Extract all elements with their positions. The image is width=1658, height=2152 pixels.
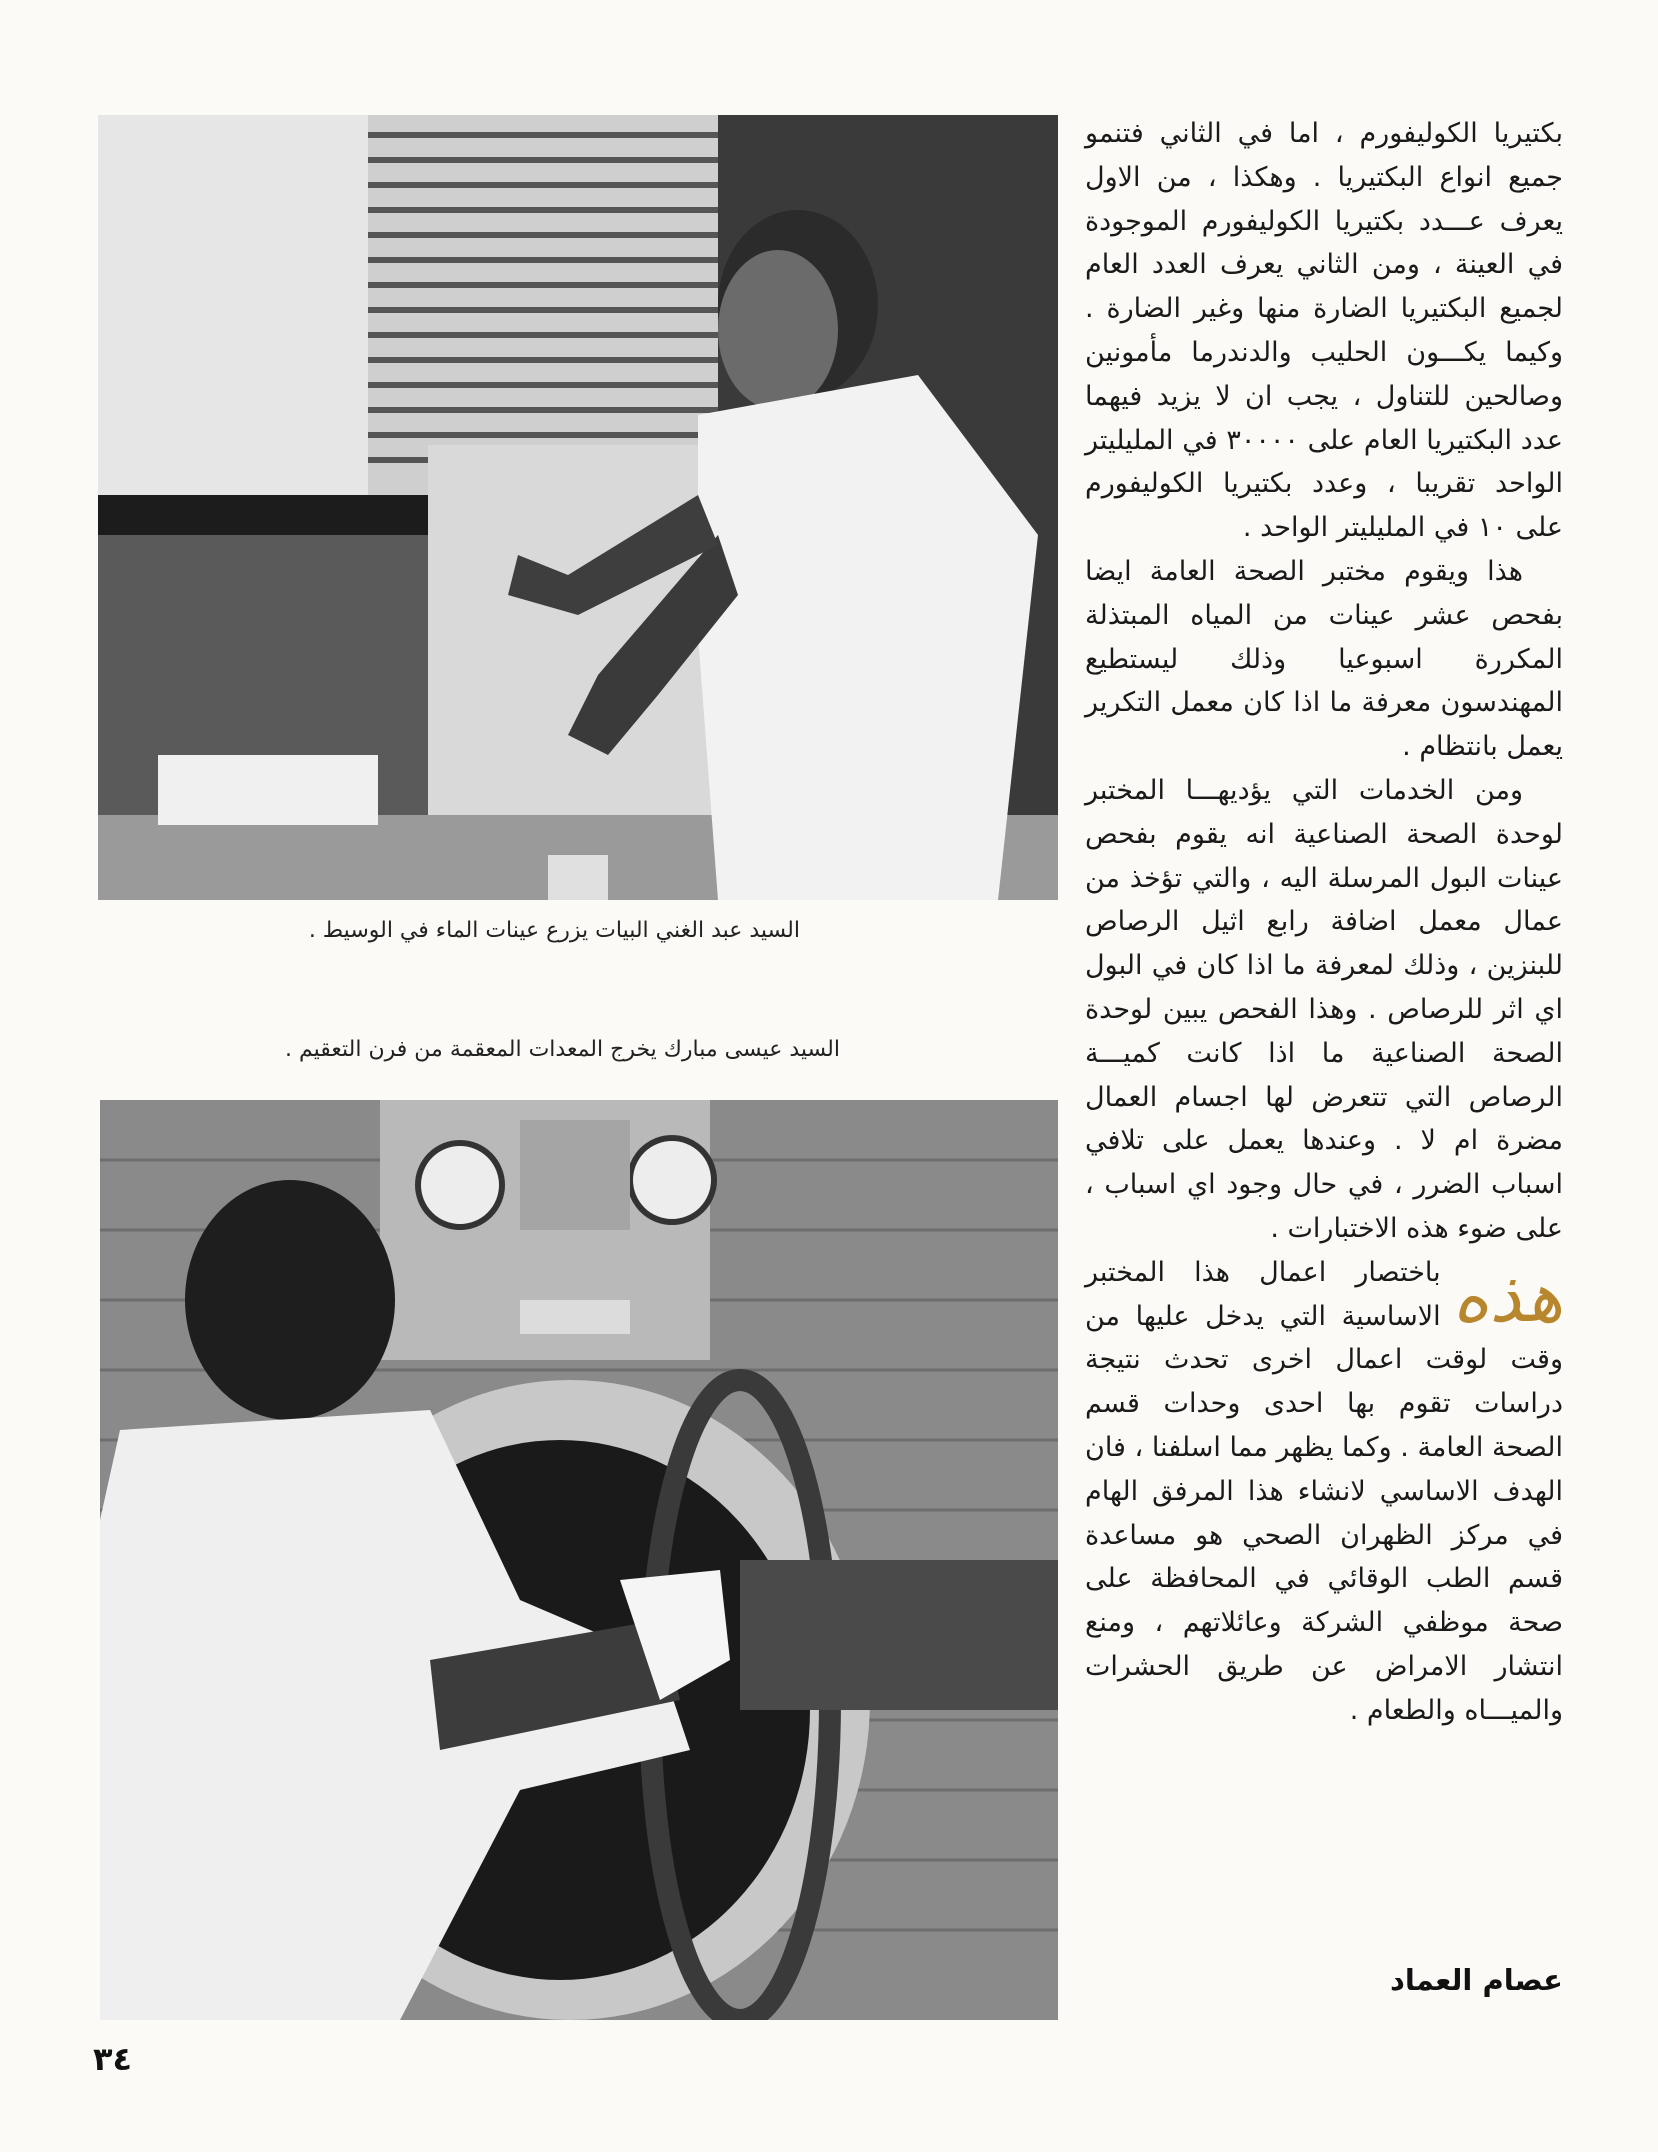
article-paragraph-4: باختصار اعمال هذا المختبر الاساسية التي يدخل عليها من وقت لوقت اعمال اخرى تحدث نتيجة دراسات تقوم بها احدى وحدات قسم الصحة العامة . وكما يظهر مما اسلفنا ، فان الهدف الاساسي لانشاء هذا المرفق الهام في مركز الظهران الصحي هو مساعدة قسم الطب الوقائي في المحافظة على صحة موظفي الشركة وعائلاتهم ، ومنع انتشار الامراض عن طريق الحشرات والميـــاه والطعام . <box>1084 1256 1563 1726</box>
lab-technician-photo <box>98 115 1058 900</box>
drop-cap: هذه <box>1452 1255 1563 1338</box>
article-paragraph-2: هذا ويقوم مختبر الصحة العامة ايضا بفحص عشر عينات من المياه المبتذلة المكررة اسبوعيا وذلك ليستطيع المهندسون معرفة ما اذا كان معمل التكرير يعمل بانتظام . <box>1085 555 1563 763</box>
autoclave-photo <box>100 1100 1058 2020</box>
author-byline: عصام العماد <box>1389 1963 1563 1997</box>
photo-caption-bottom: السيد عيسى مبارك يخرج المعدات المعقمة من فرن التعقيم . <box>285 1037 840 1062</box>
photo-caption-top: السيد عبد الغني البيات يزرع عينات الماء في الوسيط . <box>308 918 800 943</box>
article-paragraph-1: بكتيريا الكوليفورم ، اما في الثاني فتنمو جميع انواع البكتيريا . وهكذا ، من الاول يعرف عـــدد بكتيريا الكوليفورم الموجودة في العينة ، ومن الثاني يعرف العدد العام لجميع البكتيريا الضارة منها وغير الضارة . وكيما يكـــون الحليب والدندرما مأمونين وصالحين للتناول ، يجب ان لا يزيد فيهما عدد البكتيريا العام على ٣٠٠٠٠ في المليليتر الواحد تقريبا ، وعدد بكتيريا الكوليفورم على ١٠ في المليليتر الواحد . <box>1085 118 1564 544</box>
article-paragraph-3: ومن الخدمات التي يؤديهـــا المختبر لوحدة الصحة الصناعية انه يقوم بفحص عينات البول المرسلة اليه ، والتي تؤخذ من عمال معمل اضافة رابع اثيل الرصاص للبنزين ، وذلك لمعرفة ما اذا كان في البول اي اثر للرصاص . وهذا الفحص يبين لوحدة الصحة الصناعية ما اذا كانت كميـــة الرصاص التي تتعرض لها اجسام العمال مضرة ام لا . وعندها يعمل على تلافي اسباب الضرر ، في حال وجود اي اسباب ، على ضوء هذه الاختبارات . <box>1085 774 1563 1244</box>
page-number: ٣٤ <box>93 2040 133 2078</box>
article-paragraph-4-wrap <box>1085 1251 1563 1733</box>
article-body <box>1085 112 1563 1732</box>
